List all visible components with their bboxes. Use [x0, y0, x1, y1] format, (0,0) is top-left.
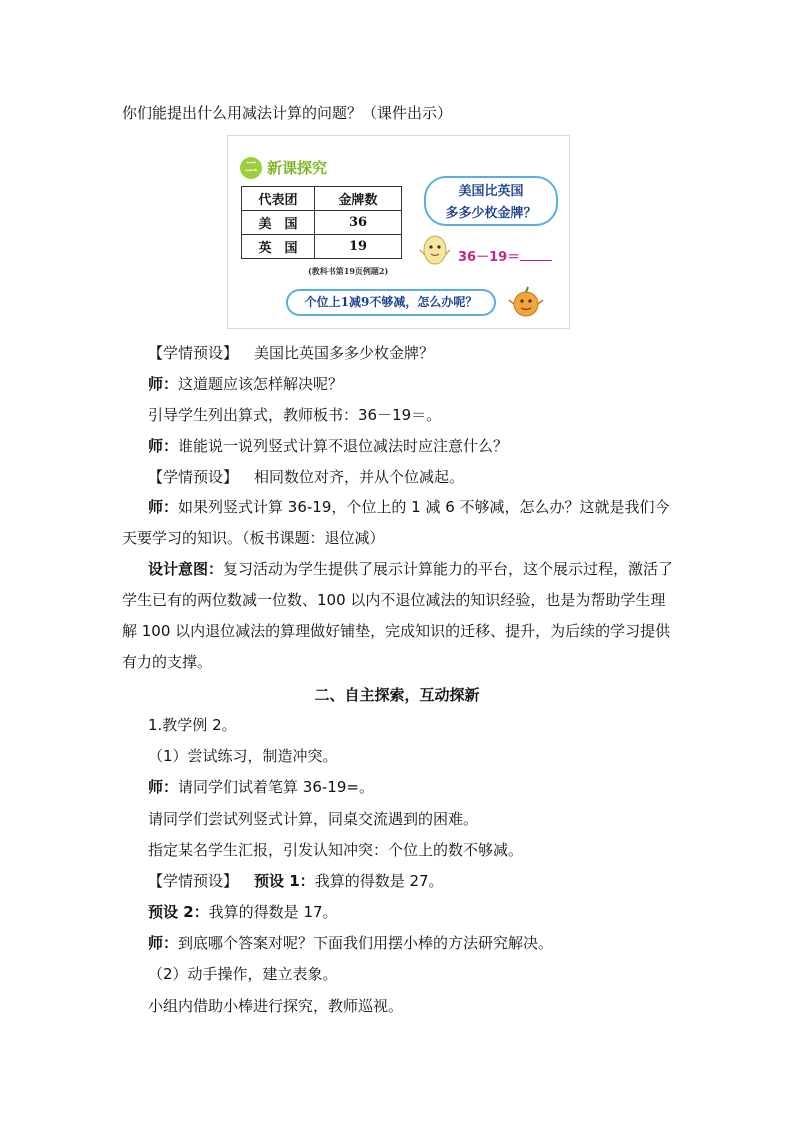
table-cell: 36	[315, 211, 402, 235]
tag-label: 【学情预设】	[148, 872, 239, 890]
table-header: 代表团	[242, 187, 315, 211]
tag-label: 【学情预设】	[148, 344, 239, 362]
courseware-figure	[227, 135, 570, 329]
teacher-label: 师：	[148, 375, 179, 393]
table-cell: 19	[315, 235, 402, 259]
table-header-row	[242, 187, 402, 211]
teacher-label: 师：	[148, 437, 179, 455]
paragraph: 请同学们尝试列竖式计算，同桌交流遇到的困难。	[148, 810, 479, 828]
section-badge: 二	[240, 157, 262, 179]
equation	[458, 246, 552, 265]
preset-label: 预设 1：	[254, 872, 315, 890]
paragraph: 指定某名学生汇报，引发认知冲突：个位上的数不够减。	[148, 841, 524, 859]
speech-bubble-hint: 个位上1减9不够减，怎么办呢？	[286, 289, 496, 316]
teacher-label: 师：	[148, 778, 179, 796]
source-note: (教科书第19页例题2)	[308, 266, 389, 276]
design-intent	[122, 554, 674, 678]
figure-header	[240, 156, 370, 182]
paragraph	[148, 467, 464, 487]
figure-title: 新课探究	[267, 159, 328, 177]
paragraph: 引导学生列出算式，教师板书：36－19＝。	[148, 406, 442, 424]
paragraph	[148, 777, 374, 797]
speech-bubble-question	[424, 176, 558, 226]
paragraph: 小组内借助小棒进行探究，教师巡视。	[148, 997, 404, 1015]
paragraph	[148, 871, 444, 891]
paragraph-text: 到底哪个答案对呢？下面我们用摆小棒的方法研究解决。	[178, 934, 554, 952]
design-intent-label: 设计意图：	[148, 560, 224, 578]
paragraph	[148, 343, 434, 363]
paragraph: （1）尝试练习，制造冲突。	[148, 747, 338, 765]
paragraph: 1.教学例 2。	[148, 716, 237, 734]
paragraph-text: 请同学们试着笔算 36-19=。	[178, 778, 374, 796]
preset-label: 预设 2：	[148, 903, 209, 921]
paragraph-text: 我算的得数是 17。	[208, 903, 338, 921]
paragraph	[148, 436, 508, 456]
paragraph-text: 我算的得数是 27。	[314, 872, 444, 890]
orange-mascot-icon	[506, 282, 546, 322]
bubble-line: 多多少枚金牌？	[445, 206, 537, 221]
intro-question: 你们能提出什么用减法计算的问题？（课件出示）	[122, 104, 453, 122]
equation-text: 36－19＝	[458, 250, 521, 265]
teacher-label: 师：	[148, 498, 179, 516]
teacher-label: 师：	[148, 934, 179, 952]
egg-mascot-icon	[418, 230, 452, 268]
medal-table	[241, 186, 402, 259]
section-heading: 二、自主探索，互动探新	[314, 686, 480, 704]
paragraph-text: 谁能说一说列竖式计算不退位减法时应注意什么？	[178, 437, 509, 455]
bubble-line: 美国比英国	[458, 184, 524, 199]
paragraph	[122, 492, 674, 554]
paragraph	[148, 902, 338, 922]
paragraph-text: 如果列竖式计算 36-19，个位上的 1 减 6 不够减，怎么办？这就是我们今天要学习的知识。（板书课题：退位减）	[122, 498, 670, 547]
paragraph: （2）动手操作，建立表象。	[148, 965, 338, 983]
table-row	[242, 235, 402, 259]
paragraph-text: 复习活动为学生提供了展示计算能力的平台，这个展示过程，激活了学生已有的两位数减一位数、100 以内不退位减法的知识经验，也是为帮助学生理解 100 以内退位减法的算理做好铺垫，完成知识的迁移、提升，为后续的学习提供有力的支撑。	[122, 560, 674, 671]
paragraph-text: 这道题应该怎样解决呢？	[178, 375, 344, 393]
table-cell: 美 国	[242, 211, 315, 235]
table-cell: 英 国	[242, 235, 315, 259]
paragraph-text: 相同数位对齐，并从个位减起。	[254, 468, 465, 486]
answer-blank	[520, 248, 552, 261]
paragraph	[148, 933, 553, 953]
table-row	[242, 211, 402, 235]
paragraph	[148, 374, 343, 394]
tag-label: 【学情预设】	[148, 468, 239, 486]
paragraph-text: 美国比英国多多少枚金牌？	[254, 344, 435, 362]
table-header: 金牌数	[315, 187, 402, 211]
